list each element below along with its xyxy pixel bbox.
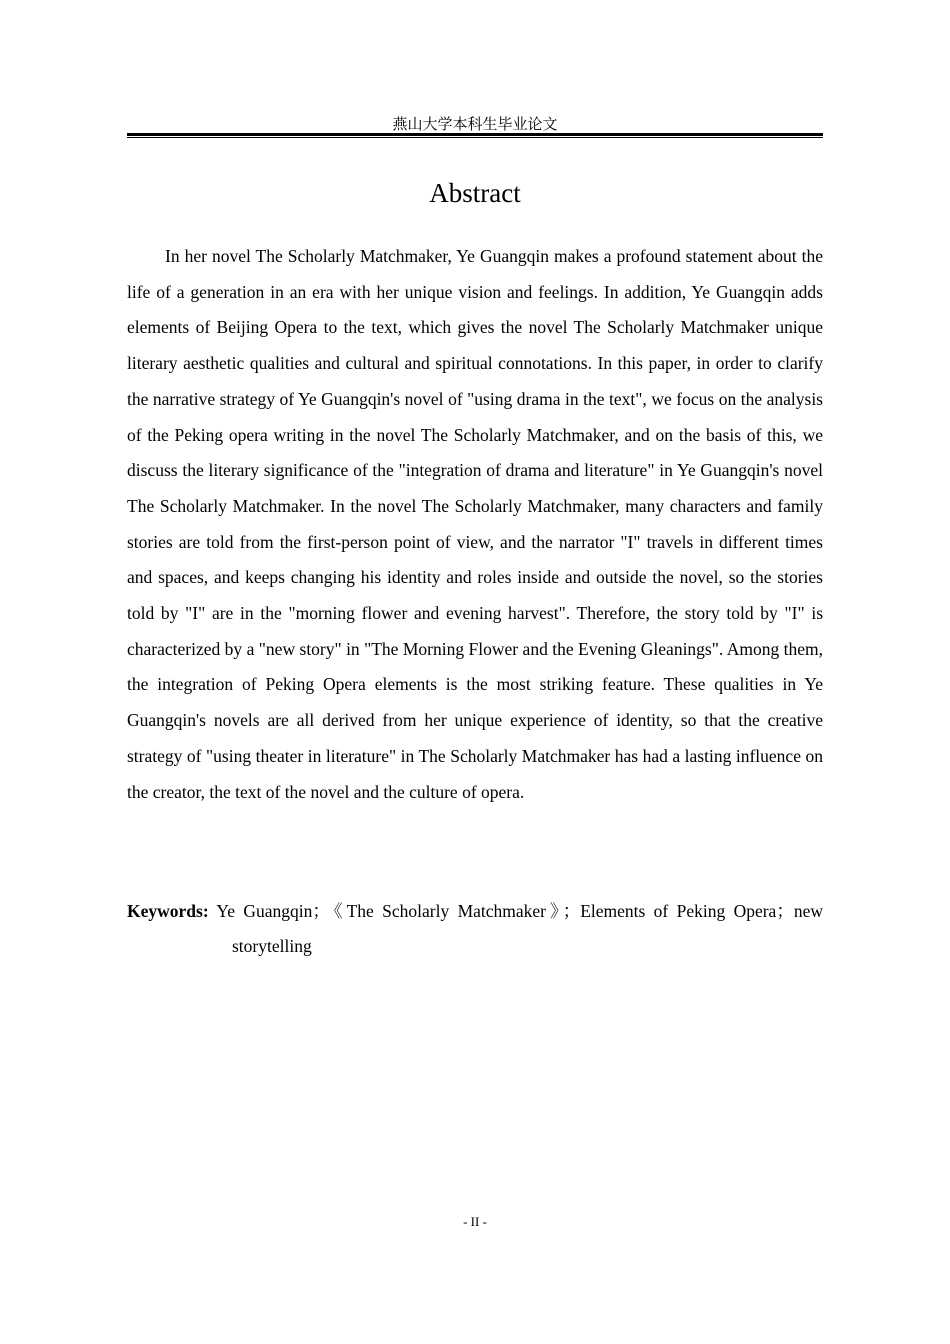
header-double-rule: [127, 133, 823, 139]
header-rule-thin: [127, 137, 823, 138]
page-number: - II -: [463, 1214, 487, 1229]
running-header: 燕山大学本科生毕业论文: [392, 115, 558, 133]
keywords-line: [127, 894, 823, 964]
keywords-text: Ye Guangqin；《The Scholarly Matchmaker》；Elements of Peking Opera；new storytelling: [216, 901, 823, 956]
page-title: Abstract: [429, 178, 521, 208]
keywords-label: Keywords:: [127, 901, 209, 921]
abstract-paragraph: In her novel The Scholarly Matchmaker, Ye Guangqin makes a profound statement about the life of a generation in an era with her unique vision and feelings. In addition, Ye Guangqin adds elements of Beijing Opera to the text, which gives the novel The Scholarly Matchmaker unique literary aesthetic qualities and cultural and spiritual connotations. In this paper, in order to clarify the narrative strategy of Ye Guangqin's novel of "using drama in the text", we focus on the analysis of the Peking opera writing in the novel The Scholarly Matchmaker, and on the basis of this, we discuss the literary significance of the "integration of drama and literature" in Ye Guangqin's novel The Scholarly Matchmaker. In the novel The Scholarly Matchmaker, many characters and family stories are told from the first-person point of view, and the narrator "I" travels in different times and spaces, and keeps changing his identity and roles inside and outside the novel, so the stories told by "I" are in the "morning flower and evening harvest". Therefore, the story told by "I" is characterized by a "new story" in "The Morning Flower and the Evening Gleanings". Among them, the integration of Peking Opera elements is the most striking feature. These qualities in Ye Guangqin's novels are all derived from her unique experience of identity, so that the creative strategy of "using theater in literature" in The Scholarly Matchmaker has had a lasting influence on the creator, the text of the novel and the culture of opera.: [127, 246, 823, 802]
header-rule-thick: [127, 133, 823, 136]
